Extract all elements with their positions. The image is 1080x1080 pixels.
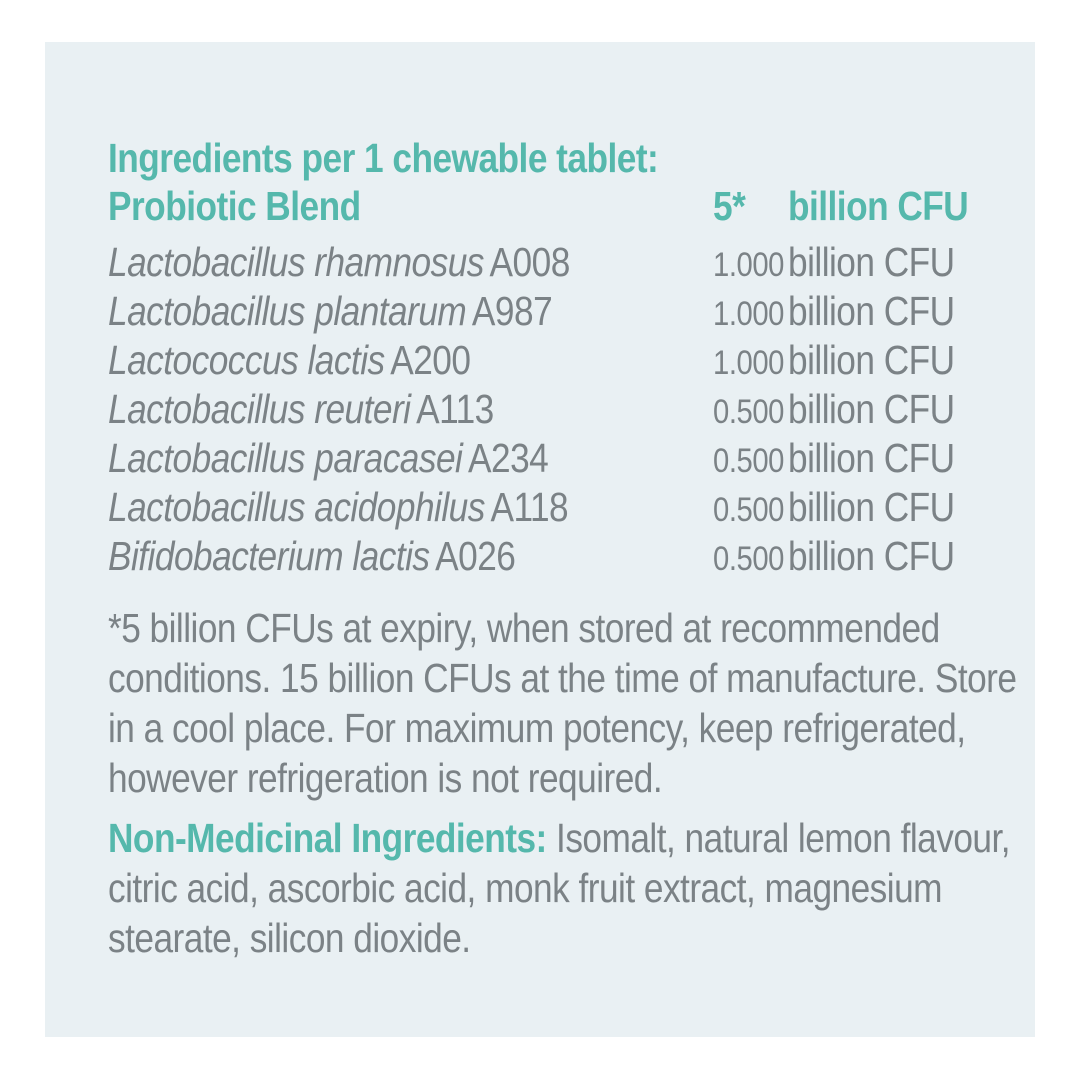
- unit-cell: [788, 238, 1018, 286]
- non-medicinal-text: Isomalt, natural lemon flavour,: [546, 815, 1011, 861]
- strain-name-cell: [108, 238, 713, 286]
- strain-code: A200: [390, 337, 471, 383]
- non-medicinal-section: [108, 813, 1080, 963]
- unit-cell: [788, 287, 1018, 335]
- unit-label: billion CFU: [788, 533, 955, 579]
- unit-cell: [788, 483, 1018, 531]
- unit-label: billion CFU: [788, 288, 955, 334]
- footnote-line: however refrigeration is not required.: [108, 755, 663, 801]
- footnote-line: conditions. 15 billion CFUs at the time of manufacture. Store: [108, 655, 1017, 701]
- ingredients-title-text: Ingredients per 1 chewable tablet:: [108, 135, 659, 181]
- table-row: [108, 336, 1018, 385]
- strain-name-cell: [108, 336, 713, 384]
- unit-cell: [788, 532, 1018, 580]
- label-panel: [45, 42, 1035, 1037]
- non-medicinal-text: citric acid, ascorbic acid, monk fruit extract, magnesium: [108, 865, 943, 911]
- unit-cell: [788, 336, 1018, 384]
- amount-cell: [713, 486, 788, 534]
- footnote-line: *5 billion CFUs at expiry, when stored at recommended: [108, 605, 940, 651]
- species-name: Lactobacillus reuteri: [108, 386, 411, 432]
- species-name: Lactobacillus acidophilus: [108, 484, 485, 530]
- blend-unit-cell: [788, 182, 1018, 230]
- amount-value: 1.000: [713, 344, 784, 382]
- amount-value: 0.500: [713, 393, 784, 431]
- unit-cell: [788, 434, 1018, 482]
- species-name: Bifidobacterium lactis: [108, 533, 430, 579]
- strain-code: A008: [489, 239, 570, 285]
- strain-name-cell: [108, 483, 713, 531]
- amount-value: 0.500: [713, 442, 784, 480]
- blend-name: Probiotic Blend: [108, 183, 361, 229]
- species-name: Lactococcus lactis: [108, 337, 385, 383]
- storage-footnote: [108, 603, 1080, 803]
- strain-code: A987: [471, 288, 553, 334]
- amount-cell: [713, 535, 788, 583]
- amount-value: 0.500: [713, 491, 784, 529]
- amount-cell: [713, 241, 788, 289]
- strain-code: A026: [435, 533, 516, 579]
- table-row: [108, 532, 1018, 581]
- footnote-line: in a cool place. For maximum potency, keep refrigerated,: [108, 705, 966, 751]
- amount-value: 1.000: [713, 246, 784, 284]
- species-name: Lactobacillus paracasei: [108, 435, 463, 481]
- strain-name-cell: [108, 434, 713, 482]
- table-row: [108, 238, 1018, 287]
- strain-name-cell: [108, 532, 713, 580]
- strain-name-cell: [108, 287, 713, 335]
- probiotic-blend-header-row: [108, 182, 1018, 231]
- unit-label: billion CFU: [788, 337, 955, 383]
- strain-code: A234: [468, 435, 549, 481]
- unit-label: billion CFU: [788, 484, 955, 530]
- unit-label: billion CFU: [788, 239, 955, 285]
- table-row: [108, 287, 1018, 336]
- unit-label: billion CFU: [788, 435, 955, 481]
- strain-code: A113: [416, 386, 494, 432]
- strain-code: A118: [490, 484, 569, 530]
- species-name: Lactobacillus plantarum: [108, 288, 467, 334]
- table-row: [108, 483, 1018, 532]
- non-medicinal-text: stearate, silicon dioxide.: [108, 915, 471, 961]
- amount-cell: [713, 437, 788, 485]
- amount-value: 0.500: [713, 540, 784, 578]
- strain-name-cell: [108, 385, 713, 433]
- non-medicinal-label: Non-Medicinal Ingredients:: [108, 815, 547, 861]
- blend-amount-cell: [713, 182, 788, 230]
- unit-cell: [788, 385, 1018, 433]
- blend-amount: 5*: [713, 183, 746, 229]
- table-row: [108, 385, 1018, 434]
- unit-label: billion CFU: [788, 386, 955, 432]
- table-row: [108, 434, 1018, 483]
- blend-unit: billion CFU: [788, 183, 969, 229]
- blend-name-cell: [108, 182, 713, 230]
- amount-cell: [713, 290, 788, 338]
- amount-value: 1.000: [713, 295, 784, 333]
- ingredients-title: [108, 134, 748, 182]
- amount-cell: [713, 388, 788, 436]
- species-name: Lactobacillus rhamnosus: [108, 239, 484, 285]
- amount-cell: [713, 339, 788, 387]
